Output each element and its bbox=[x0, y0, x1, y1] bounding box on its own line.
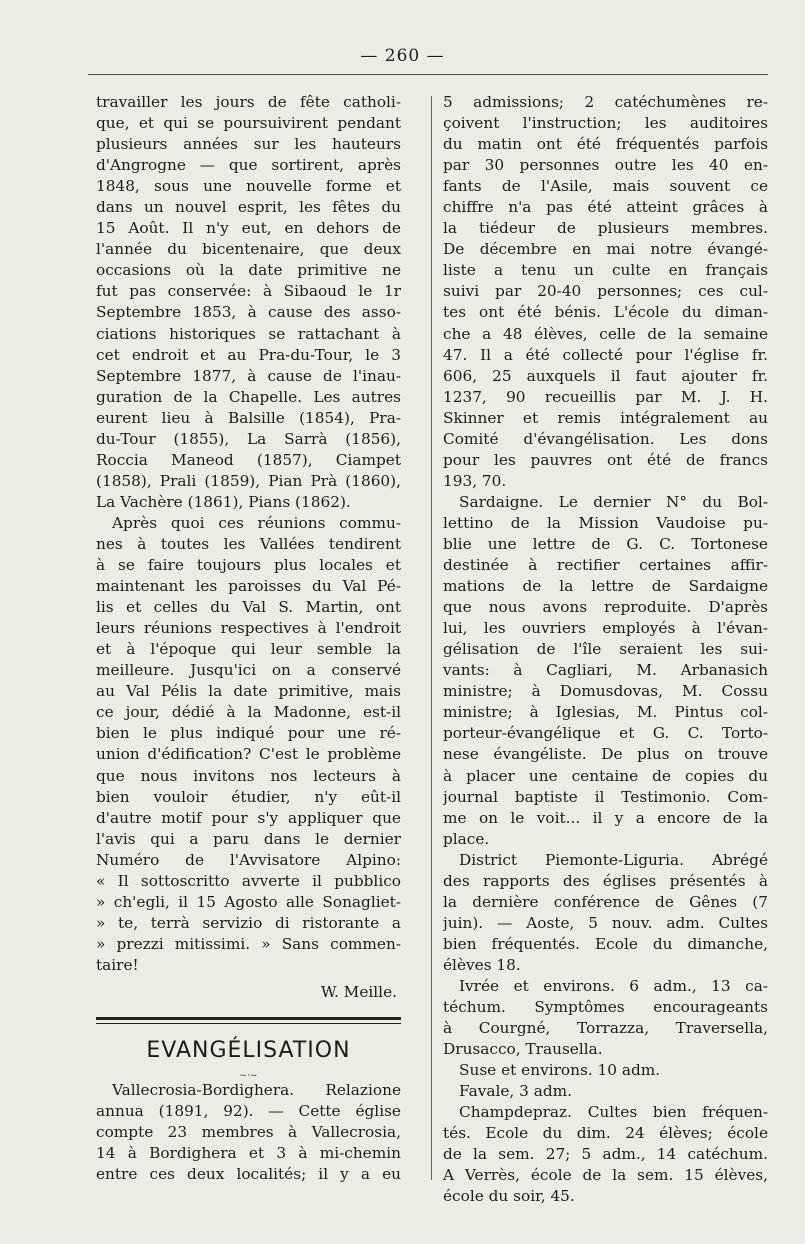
text-line: eurent lieu à Balsille (1854), Pra- bbox=[96, 408, 401, 427]
text-line: 1848, sous une nouvelle forme et bbox=[96, 177, 401, 196]
header-rule bbox=[88, 74, 768, 75]
text-line: nese évangéliste. De plus on trouve bbox=[443, 745, 768, 764]
text-line: vants: à Cagliari, M. Arbanasich bbox=[443, 661, 768, 680]
text-line: nes à toutes les Vallées tendirent bbox=[96, 534, 401, 553]
text-line: plusieurs années sur les hauteurs bbox=[96, 135, 401, 154]
text-line: que nous avons reproduite. D'après bbox=[443, 598, 768, 617]
text-line: Favale, 3 adm. bbox=[459, 1082, 573, 1101]
text-line: à Courgné, Torrazza, Traversella, bbox=[443, 1019, 768, 1038]
text-line: des rapports des églises présentés à bbox=[443, 871, 768, 890]
text-line: Champdepraz. Cultes bien fréquen- bbox=[459, 1103, 768, 1122]
text-line: Suse et environs. 10 adm. bbox=[459, 1061, 661, 1080]
text-line: du matin ont été fréquentés parfois bbox=[443, 135, 768, 154]
text-line: ciations historiques se rattachant à bbox=[96, 324, 401, 343]
text-line: place. bbox=[443, 829, 490, 848]
text-line: La Vachère (1861), Pians (1862). bbox=[96, 492, 351, 511]
text-line: Drusacco, Trausella. bbox=[443, 1040, 603, 1059]
text-line: et à l'époque qui leur semble la bbox=[96, 640, 401, 659]
text-line: journal baptiste il Testimonio. Com- bbox=[443, 787, 768, 806]
text-line: de la sem. 27; 5 adm., 14 catéchum. bbox=[443, 1145, 768, 1164]
text-line: meilleure. Jusqu'ici on a conservé bbox=[96, 661, 401, 680]
column-divider bbox=[431, 96, 432, 1180]
text-line: l'avis qui a paru dans le dernier bbox=[96, 829, 401, 848]
section-rule-thin bbox=[96, 1023, 401, 1024]
text-line: Ivrée et environs. 6 adm., 13 ca- bbox=[459, 976, 768, 995]
text-line: tes ont été bénis. L'école du diman- bbox=[443, 303, 768, 322]
text-line: à se faire toujours plus locales et bbox=[96, 556, 401, 575]
text-line: blie une lettre de G. C. Tortonese bbox=[443, 534, 768, 553]
ornament-divider: ~·~ bbox=[239, 1071, 258, 1082]
text-line: liste a tenu un culte en français bbox=[443, 261, 768, 280]
text-line: chiffre n'a pas été atteint grâces à bbox=[443, 198, 768, 217]
text-line: » prezzi mitissimi. » Sans commen- bbox=[96, 934, 401, 953]
text-line: d'Angrogne — que sortirent, après bbox=[96, 156, 401, 175]
text-line: » te, terrà servizio di ristorante a bbox=[96, 913, 401, 932]
page-number: — 260 — bbox=[360, 46, 445, 66]
text-line: annua (1891, 92). — Cette église bbox=[96, 1102, 401, 1121]
text-line: çoivent l'instruction; les auditoires bbox=[443, 114, 768, 133]
text-line: occasions où la date primitive ne bbox=[96, 261, 401, 280]
text-line: d'autre motif pour s'y appliquer que bbox=[96, 808, 401, 827]
text-line: au Val Pélis la date primitive, mais bbox=[96, 682, 401, 701]
text-line: « Il sottoscritto avverte il pubblico bbox=[96, 871, 401, 890]
text-line: che a 48 élèves, celle de la semaine bbox=[443, 324, 768, 343]
text-line: que, et qui se poursuivirent pendant bbox=[96, 114, 401, 133]
text-line: taire! bbox=[96, 955, 139, 974]
text-line: l'année du bicentenaire, que deux bbox=[96, 240, 401, 259]
right-column bbox=[443, 92, 768, 1207]
text-line: Roccia Maneod (1857), Ciampet bbox=[96, 450, 401, 469]
text-line: me on le voit... il y a encore de la bbox=[443, 808, 768, 827]
text-line: Septembre 1853, à cause des asso- bbox=[96, 303, 401, 322]
text-line: maintenant les paroisses du Val Pé- bbox=[96, 577, 401, 596]
text-line: (1858), Prali (1859), Pian Prà (1860), bbox=[96, 471, 401, 490]
text-line: 193, 70. bbox=[443, 471, 507, 490]
text-line: Skinner et remis intégralement au bbox=[443, 408, 768, 427]
text-line: du-Tour (1855), La Sarrà (1856), bbox=[96, 429, 401, 448]
left-column bbox=[96, 92, 401, 1185]
text-line: 47. Il a été collecté pour l'église fr. bbox=[443, 345, 768, 364]
text-line: travailler les jours de fête catholi- bbox=[96, 93, 401, 111]
text-line: lis et celles du Val S. Martin, ont bbox=[96, 598, 401, 617]
text-line: école du soir, 45. bbox=[443, 1187, 575, 1206]
text-line: Après quoi ces réunions commu- bbox=[112, 513, 401, 532]
text-line: la tiédeur de plusieurs membres. bbox=[443, 219, 768, 238]
text-line: compte 23 membres à Vallecrosia, bbox=[96, 1123, 401, 1142]
text-line: gélisation de l'île seraient les sui- bbox=[443, 640, 768, 659]
text-line: cet endroit et au Pra-du-Tour, le 3 bbox=[96, 345, 401, 364]
section-title: EVANGÉLISATION bbox=[146, 1038, 351, 1064]
text-line: Comité d'évangélisation. Les dons bbox=[443, 429, 768, 448]
text-line: la dernière conférence de Gênes (7 bbox=[443, 892, 768, 911]
text-line: Vallecrosia-Bordighera. Relazione bbox=[112, 1081, 401, 1100]
section-rule-thick bbox=[96, 1017, 401, 1020]
text-line: lui, les ouvriers employés à l'évan- bbox=[443, 619, 768, 638]
text-line: téchum. Symptômes encourageants bbox=[443, 998, 768, 1017]
text-line: De décembre en mai notre évangé- bbox=[443, 240, 768, 259]
text-line: » ch'egli, il 15 Agosto alle Sonagliet- bbox=[96, 892, 401, 911]
text-line: bien le plus indiqué pour une ré- bbox=[96, 724, 401, 743]
text-line: entre ces deux localités; il y a eu bbox=[96, 1165, 401, 1184]
text-line: par 30 personnes outre les 40 en- bbox=[443, 156, 768, 175]
text-line: Numéro de l'Avvisatore Alpino: bbox=[96, 850, 401, 869]
text-line: lettino de la Mission Vaudoise pu- bbox=[443, 513, 768, 532]
text-line: Sardaigne. Le dernier N° du Bol- bbox=[459, 492, 768, 511]
text-line: mations de la lettre de Sardaigne bbox=[443, 577, 768, 596]
text-line: fut pas conservée: à Sibaoud le 1r bbox=[96, 282, 401, 301]
text-line: ce jour, dédié à la Madonne, est-il bbox=[96, 703, 401, 722]
text-line: dans un nouvel esprit, les fêtes du bbox=[96, 198, 401, 217]
text-line: pour les pauvres ont été de francs bbox=[443, 450, 768, 469]
text-line: union d'édification? C'est le problème bbox=[96, 745, 401, 764]
text-line: A Verrès, école de la sem. 15 élèves, bbox=[443, 1166, 768, 1185]
text-line: tés. Ecole du dim. 24 élèves; école bbox=[443, 1124, 768, 1143]
text-line: que nous invitons nos lecteurs à bbox=[96, 766, 401, 785]
text-line: 15 Août. Il n'y eut, en dehors de bbox=[96, 219, 401, 238]
text-line: juin). — Aoste, 5 nouv. adm. Cultes bbox=[443, 913, 768, 932]
text-line: porteur-évangélique et G. C. Torto- bbox=[443, 724, 768, 743]
text-line: District Piemonte-Liguria. Abrégé bbox=[459, 850, 768, 869]
text-line: à placer une centaine de copies du bbox=[443, 766, 768, 785]
text-line: guration de la Chapelle. Les autres bbox=[96, 387, 401, 406]
text-line: bien fréquentés. Ecole du dimanche, bbox=[443, 934, 768, 953]
author-signature: W. Meille. bbox=[320, 982, 397, 1001]
text-line: leurs réunions respectives à l'endroit bbox=[96, 619, 401, 638]
text-line: 606, 25 auxquels il faut ajouter fr. bbox=[443, 366, 768, 385]
text-line: bien vouloir étudier, n'y eût-il bbox=[96, 787, 401, 806]
text-line: fants de l'Asile, mais souvent ce bbox=[443, 177, 768, 196]
text-line: ministre; à Domusdovas, M. Cossu bbox=[443, 682, 768, 701]
text-line: élèves 18. bbox=[443, 955, 521, 974]
text-line: 1237, 90 recueillis par M. J. H. bbox=[443, 387, 768, 406]
text-line: ministre; à Iglesias, M. Pintus col- bbox=[443, 703, 768, 722]
text-line: 5 admissions; 2 catéchumènes re- bbox=[443, 93, 768, 111]
text-line: destinée à rectifier certaines affir- bbox=[443, 556, 768, 575]
text-line: Septembre 1877, à cause de l'inau- bbox=[96, 366, 401, 385]
text-line: suivi par 20-40 personnes; ces cul- bbox=[443, 282, 768, 301]
text-line: 14 à Bordighera et 3 à mi-chemin bbox=[96, 1144, 401, 1163]
